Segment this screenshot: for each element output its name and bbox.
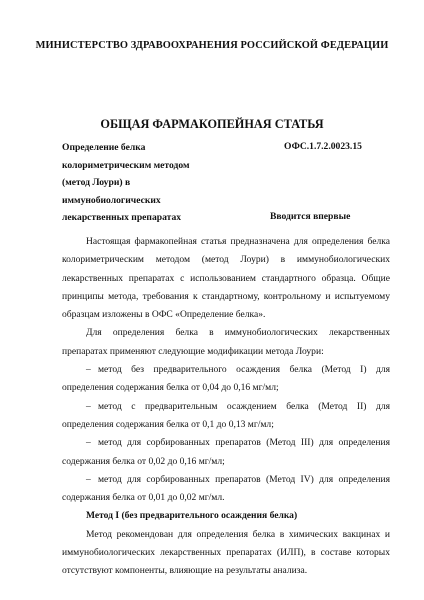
paragraph-purpose: Настоящая фармакопейная статья предназначена для определения белка колориметрическим методом (метод Лоури) в иммунобиологических лекарственных препаратах с использованием стандартного образца. Общие принципы метода, требования к стандартному, контрольному и испытуемому образцам изложены в ОФС «Определение белка». xyxy=(62,236,390,321)
paragraph-modifications: Для определения белка в иммунобиологических лекарственных препаратах применяют следующие модификации метода Лоури: xyxy=(62,327,390,357)
article-name-line: колориметрическим методом xyxy=(62,159,190,171)
list-item-text: метод для сорбированных препаратов (Метод IV) для определения содержания белка от 0,01 до 0,02 мг/мл. xyxy=(62,473,390,504)
article-body xyxy=(62,233,390,581)
dash-bullet: – xyxy=(86,400,91,412)
section-heading-method-1: Метод I (без предварительного осаждения белка) xyxy=(86,510,298,522)
list-item xyxy=(62,361,390,398)
list-item xyxy=(62,434,390,471)
article-type-title: ОБЩАЯ ФАРМАКОПЕЙНАЯ СТАТЬЯ xyxy=(100,117,324,131)
article-name xyxy=(62,139,262,227)
list-item-text: метод без предварительного осаждения белка (Метод I) для определения содержания белка от 0,04 до 0,16 мг/мл; xyxy=(62,364,390,394)
list-item-text: метод для сорбированных препаратов (Метод III) для определения содержания белка от 0,02 до 0,16 мг/мл; xyxy=(62,437,390,467)
ministry-heading: МИНИСТЕРСТВО ЗДРАВООХРАНЕНИЯ РОССИЙСКОЙ ФЕДЕРАЦИИ xyxy=(35,40,389,51)
article-name-line: Определение белка xyxy=(62,142,146,153)
article-code: ОФС.1.7.2.0023.15 xyxy=(284,141,362,152)
article-name-line: лекарственных препаратах xyxy=(62,212,182,223)
list-item xyxy=(62,398,390,435)
introduction-note: Вводится впервые xyxy=(270,211,351,222)
list-item xyxy=(62,471,390,508)
dash-bullet: – xyxy=(86,473,91,485)
list-item-text: метод с предварительным осаждением белка (Метод II) для определения содержания белка от 0,1 до 0,13 мг/мл; xyxy=(62,400,390,430)
dash-bullet: – xyxy=(86,364,91,376)
dash-bullet: – xyxy=(86,437,91,449)
article-name-line: иммунобиологических xyxy=(62,194,161,206)
article-name-line: (метод Лоури) в xyxy=(62,177,131,188)
paragraph-method-1: Метод рекомендован для определения белка в химических вакцинах и иммунобиологических лекарственных препаратах (ИЛП), в составе которых отсутствуют компоненты, влияющие на результаты анализа. xyxy=(62,528,390,577)
